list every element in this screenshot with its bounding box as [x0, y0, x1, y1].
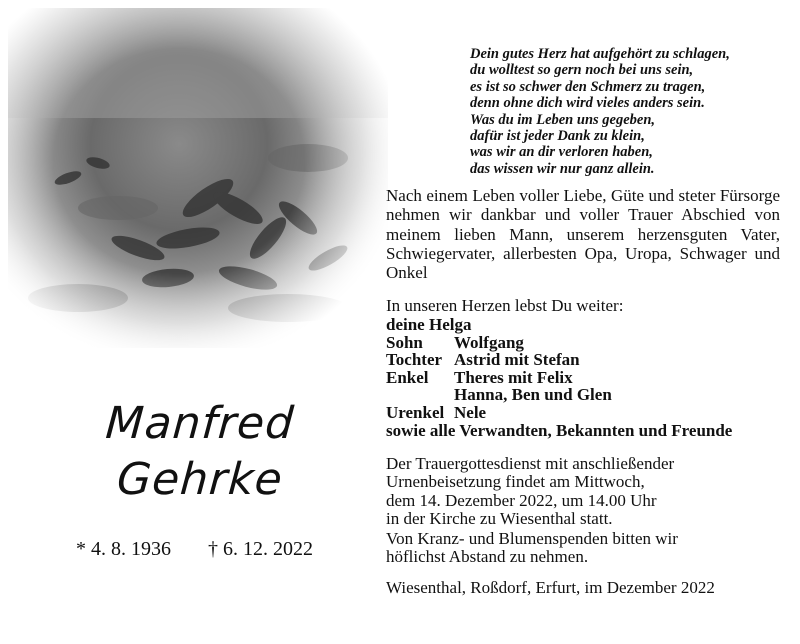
family-row	[386, 334, 732, 352]
plants-illustration	[8, 8, 388, 348]
family-others	[386, 422, 732, 440]
intro-text: Nach einem Leben voller Liebe, Güte und steter Fürsorge nehmen wir dankbar und voller Trauer Abschied von meinem lieben Mann, unserem herzensguten Vater, Schwiegervater, allerbesten Opa, Uropa, Schwager und Onkel	[386, 186, 780, 283]
poem-line: dafür ist jeder Dank zu klein,	[470, 128, 645, 145]
flowers-note	[386, 530, 678, 567]
relation-label: Enkel	[386, 367, 429, 387]
service-info	[386, 455, 674, 529]
family-list	[386, 316, 732, 439]
death-date: † 6. 12. 2022	[208, 538, 313, 560]
relation-label: Tochter	[386, 350, 443, 370]
poem-line: das wissen wir nur ganz allein.	[470, 160, 655, 177]
wife-name: deine Helga	[386, 315, 472, 334]
service-line: dem 14. Dezember 2022, um 14.00 Uhr	[386, 490, 657, 510]
poem-line: was wir an dir verloren haben,	[470, 144, 653, 161]
aquarium-plants-photo	[8, 8, 388, 348]
poem-line: Dein gutes Herz hat aufgehört zu schlagen,	[470, 46, 730, 62]
service-line: Urnenbeisetzung findet am Mittwoch,	[386, 472, 645, 492]
family-row	[386, 404, 732, 422]
flowers-line: Von Kranz- und Blumenspenden bitten wir	[386, 529, 678, 548]
others-text: sowie alle Verwandten, Bekannten und Freunde	[386, 420, 733, 440]
family-row	[386, 351, 732, 369]
family-row	[386, 369, 732, 387]
deceased-last-name: Gehrke	[115, 454, 285, 505]
relation-names: Wolfgang	[454, 332, 524, 352]
hearts-line: In unseren Herzen lebst Du weiter:	[386, 296, 624, 315]
relation-names: Astrid mit Stefan	[454, 350, 580, 370]
service-line: Der Trauergottesdienst mit anschließender	[386, 454, 675, 473]
family-wife	[386, 316, 732, 334]
poem-line: denn ohne dich wird vieles anders sein.	[470, 95, 705, 112]
relation-label: Urenkel	[386, 402, 445, 422]
family-row	[386, 386, 732, 404]
relation-label	[386, 386, 454, 404]
relation-names: Nele	[454, 402, 487, 422]
poem-line: du wolltest so gern noch bei uns sein,	[470, 62, 694, 79]
poem-line: Was du im Leben uns gegeben,	[470, 111, 656, 128]
place-date: Wiesenthal, Roßdorf, Erfurt, im Dezember 2022	[386, 578, 715, 597]
relation-names: Theres mit Felix	[454, 367, 573, 387]
birth-date: * 4. 8. 1936	[76, 538, 171, 560]
relation-label: Sohn	[386, 332, 423, 352]
poem-line: es ist so schwer den Schmerz zu tragen,	[470, 78, 706, 95]
service-line: in der Kirche zu Wiesenthal statt.	[386, 509, 613, 529]
deceased-first-name: Manfred	[104, 398, 296, 449]
poem	[470, 46, 790, 177]
relation-names: Hanna, Ben und Glen	[454, 385, 612, 405]
flowers-line: höflichst Abstand zu nehmen.	[386, 547, 589, 567]
